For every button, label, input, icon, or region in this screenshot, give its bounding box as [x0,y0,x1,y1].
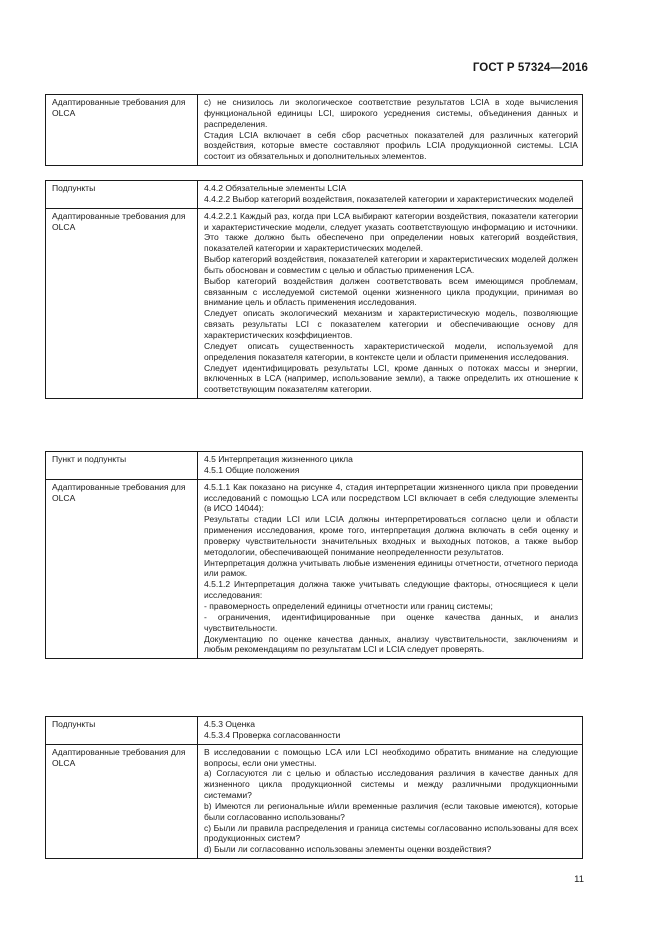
clause-heading: 4.5.3.4 Проверка согласованности [204,729,341,740]
paragraph: c) не снизилось ли экологическое соответствие результатов LCIA в ходе вычисления функциональной единицы LCI, широкого усреднения системы, объединения данных и распределения. [204,97,578,129]
paragraph: В исследовании с помощью LCA или LCI необходимо обратить внимание на следующие вопросы, если они уместны. [204,746,578,768]
row-label: Адаптированные требования для OLCA [46,95,198,166]
row-content [198,452,583,480]
table-row [46,717,583,745]
paragraph: Выбор категорий воздействия должен соответствовать всем имеющимся проблемам, связанным с исследуемой системой оценки жизненного цикла продукции, принимая во внимание цель и область применения исследования. [204,275,578,308]
row-content [198,181,583,209]
row-content [198,717,583,745]
paragraph: Результаты стадии LCI или LCIA должны интерпретироваться согласно цели и области применения исследования, кроме того, интерпретация должна включать в себя оценку и проверку чувствительности значительных входных и выходных потоков, а также выбор методологии, обеспечивающей понимание неопределенности результатов. [204,514,578,557]
list-item: - ограничения, идентифицированные при оценке качества данных, и анализ чувствительности. [204,611,578,633]
list-item: c) Были ли правила распределения и граница системы согласованно использованы для всех продукционных систем? [204,822,578,844]
requirements-table-lcia-continuation [45,94,583,166]
list-item: a) Согласуются ли с целью и областью исследования различия в качестве данных для жизненного цикла продукционной системы и между различными продукционными системами? [204,768,578,801]
clause-heading: 4.5 Интерпретация жизненного цикла [204,454,353,464]
table-row [46,181,583,209]
paragraph: 4.5.1.1 Как показано на рисунке 4, стадия интерпретации жизненного цикла при проведении исследований с помощью LCA или посредством LCI включает в себя следующие элементы (в ИСО 14044): [204,481,578,514]
requirements-table-4-5 [45,451,583,659]
paragraph: Выбор категорий воздействия, показателей категории и характеристических моделей должен быть обоснован и совместим с целью и областью применения LCA. [204,254,578,275]
paragraph: Интерпретация должна учитывать любые изменения единицы отчетности, отчетного периода или рамок. [204,557,578,579]
table-row [46,479,583,659]
row-content [198,744,583,858]
paragraph: Документацию по оценке качества данных, анализу чувствительности, заключениям и любым рекомендациям по результатам LCI и LCIA следует проверять. [204,633,578,655]
row-label: Адаптированные требования для OLCA [46,208,198,398]
list-item: b) Имеются ли региональные и/или временные различия (если таковые имеются), которые были согласованно использованы? [204,800,578,822]
paragraph: Следует описать существенность характеристической модели, используемой для определения показателя категории, в контексте цели и области применения исследования. [204,340,578,362]
row-label: Адаптированные требования для OLCA [46,744,198,858]
row-content [198,95,583,166]
table-row [46,95,583,166]
row-content [198,208,583,398]
standard-designation: ГОСТ Р 57324—2016 [472,62,588,74]
requirements-table-4-5-3 [45,716,583,859]
table-row [46,208,583,398]
table-row [46,744,583,858]
list-item: - правомерность определений единицы отчетности или границ системы; [204,600,493,611]
table-row [46,452,583,480]
paragraph: Следует идентифицировать результаты LCI, кроме данных о потоках массы и энергии, включенных в LCA (например, использование земли), а также определить их отношение к соответствующим показателям категории. [204,362,578,395]
page-number: 11 [574,874,584,885]
paragraph: Следует описать экологический механизм и характеристическую модель, позволяющие связать результаты LCI с показателем категории и обеспечивающие основу для характеристических коэффициентов. [204,308,578,340]
row-label: Пункт и подпункты [46,452,198,480]
row-label: Подпункты [46,181,198,209]
clause-heading: 4.4.2 Обязательные элементы LCIA [204,183,347,193]
row-label: Адаптированные требования для OLCA [46,479,198,659]
clause-heading: 4.5.3 Оценка [204,719,255,729]
paragraph: 4.5.1.2 Интерпретация должна также учитывать следующие факторы, относящиеся к цели исследования: [204,579,578,601]
row-content [198,479,583,659]
paragraph: Стадия LCIA включает в себя сбор расчетных показателей для различных категорий воздействия, которые вместе составляют профиль LCIA продукционной системы. LCIA состоит из обязательных и дополнительных элементов. [204,129,578,162]
clause-heading: 4.4.2.2 Выбор категорий воздействия, показателей категории и характеристических моделей [204,193,574,204]
list-item: d) Были ли согласованно использованы элементы оценки воздействия? [204,844,492,855]
clause-heading: 4.5.1 Общие положения [204,464,300,475]
requirements-table-4-4-2 [45,180,583,399]
row-label: Подпункты [46,717,198,745]
paragraph: 4.4.2.2.1 Каждый раз, когда при LCA выбирают категории воздействия, показатели категории и характеристические модели, следует указать соответствующую информацию и источники. Это также должно быть обеспечено при определении новых категорий воздействия, показателей категории и характеристических моделей. [204,210,578,254]
